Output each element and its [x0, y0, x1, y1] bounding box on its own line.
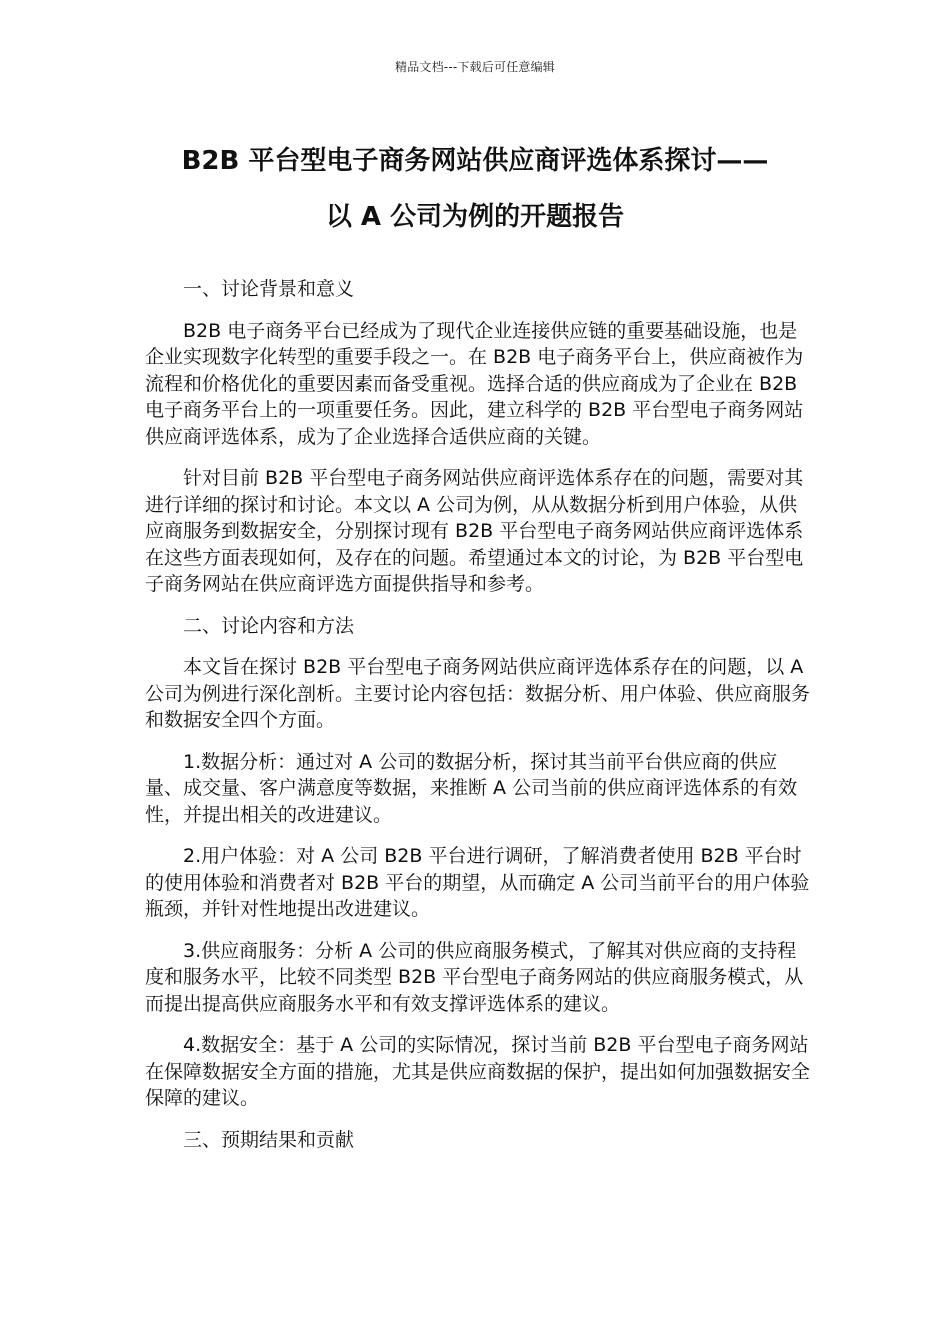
section-heading-expected-results: 三、预期结果和贡献 [183, 1128, 355, 1151]
list-item-data-security: 4.数据安全：基于 A 公司的实际情况，探讨当前 B2B 平台型电子商务网站在保障数据安全方面的措施，尤其是供应商数据的保护，提出如何加强数据安全保障的建议。 [145, 1034, 811, 1109]
list-item-supplier-service: 3.供应商服务：分析 A 公司的供应商服务模式，了解其对供应商的支持程度和服务水平，比较不同类型 B2B 平台型电子商务网站的供应商服务模式，从而提出提高供应商服务水平和有效支撑评选体系的建议。 [145, 939, 804, 1015]
paragraph-background-2: 针对目前 B2B 平台型电子商务网站供应商评选体系存在的问题，需要对其进行详细的探讨和讨论。本文以 A 公司为例，从从数据分析到用户体验，从供应商服务到数据安全，分别探讨现有 B2B 平台型电子商务网站供应商评选体系在这些方面表现如何，及存在的问题。希望通过本文的讨论，为 B2B 平台型电子商务网站在供应商评选方面提供指导和参考。 [145, 467, 804, 595]
document-title-line-2: 以 A 公司为例的开题报告 [325, 202, 625, 232]
paragraph-content-intro: 本文旨在探讨 B2B 平台型电子商务网站供应商评选体系存在的问题，以 A 公司为例进行深化剖析。主要讨论内容包括：数据分析、用户体验、供应商服务和数据安全四个方面。 [145, 656, 811, 731]
list-item-user-experience: 2.用户体验：对 A 公司 B2B 平台进行调研，了解消费者使用 B2B 平台时的使用体验和消费者对 B2B 平台的期望，从而确定 A 公司当前平台的用户体验瓶颈，并针对性地提出改进建议。 [145, 845, 810, 920]
paragraph-background-1: B2B 电子商务平台已经成为了现代企业连接供应链的重要基础设施，也是企业实现数字化转型的重要手段之一。在 B2B 电子商务平台上，供应商被作为流程和价格优化的重要因素而备受重视。选择合适的供应商成为了企业在 B2B 电子商务平台上的一项重要任务。因此，建立科学的 B2B 平台型电子商务网站供应商评选体系，成为了企业选择合适供应商的关键。 [145, 319, 804, 448]
document-title-line-1: B2B 平台型电子商务网站供应商评选体系探讨—— [181, 146, 769, 176]
header-note: 精品文档---下载后可任意编辑 [395, 60, 555, 74]
document-body [145, 276, 810, 1168]
list-item-data-analysis: 1.数据分析：通过对 A 公司的数据分析，探讨其当前平台供应商的供应量、成交量、客户满意度等数据，来推断 A 公司当前的供应商评选体系的有效性，并提出相关的改进建议。 [145, 750, 798, 826]
section-heading-content-method: 二、讨论内容和方法 [183, 614, 355, 637]
section-heading-background: 一、讨论背景和意义 [183, 278, 355, 300]
